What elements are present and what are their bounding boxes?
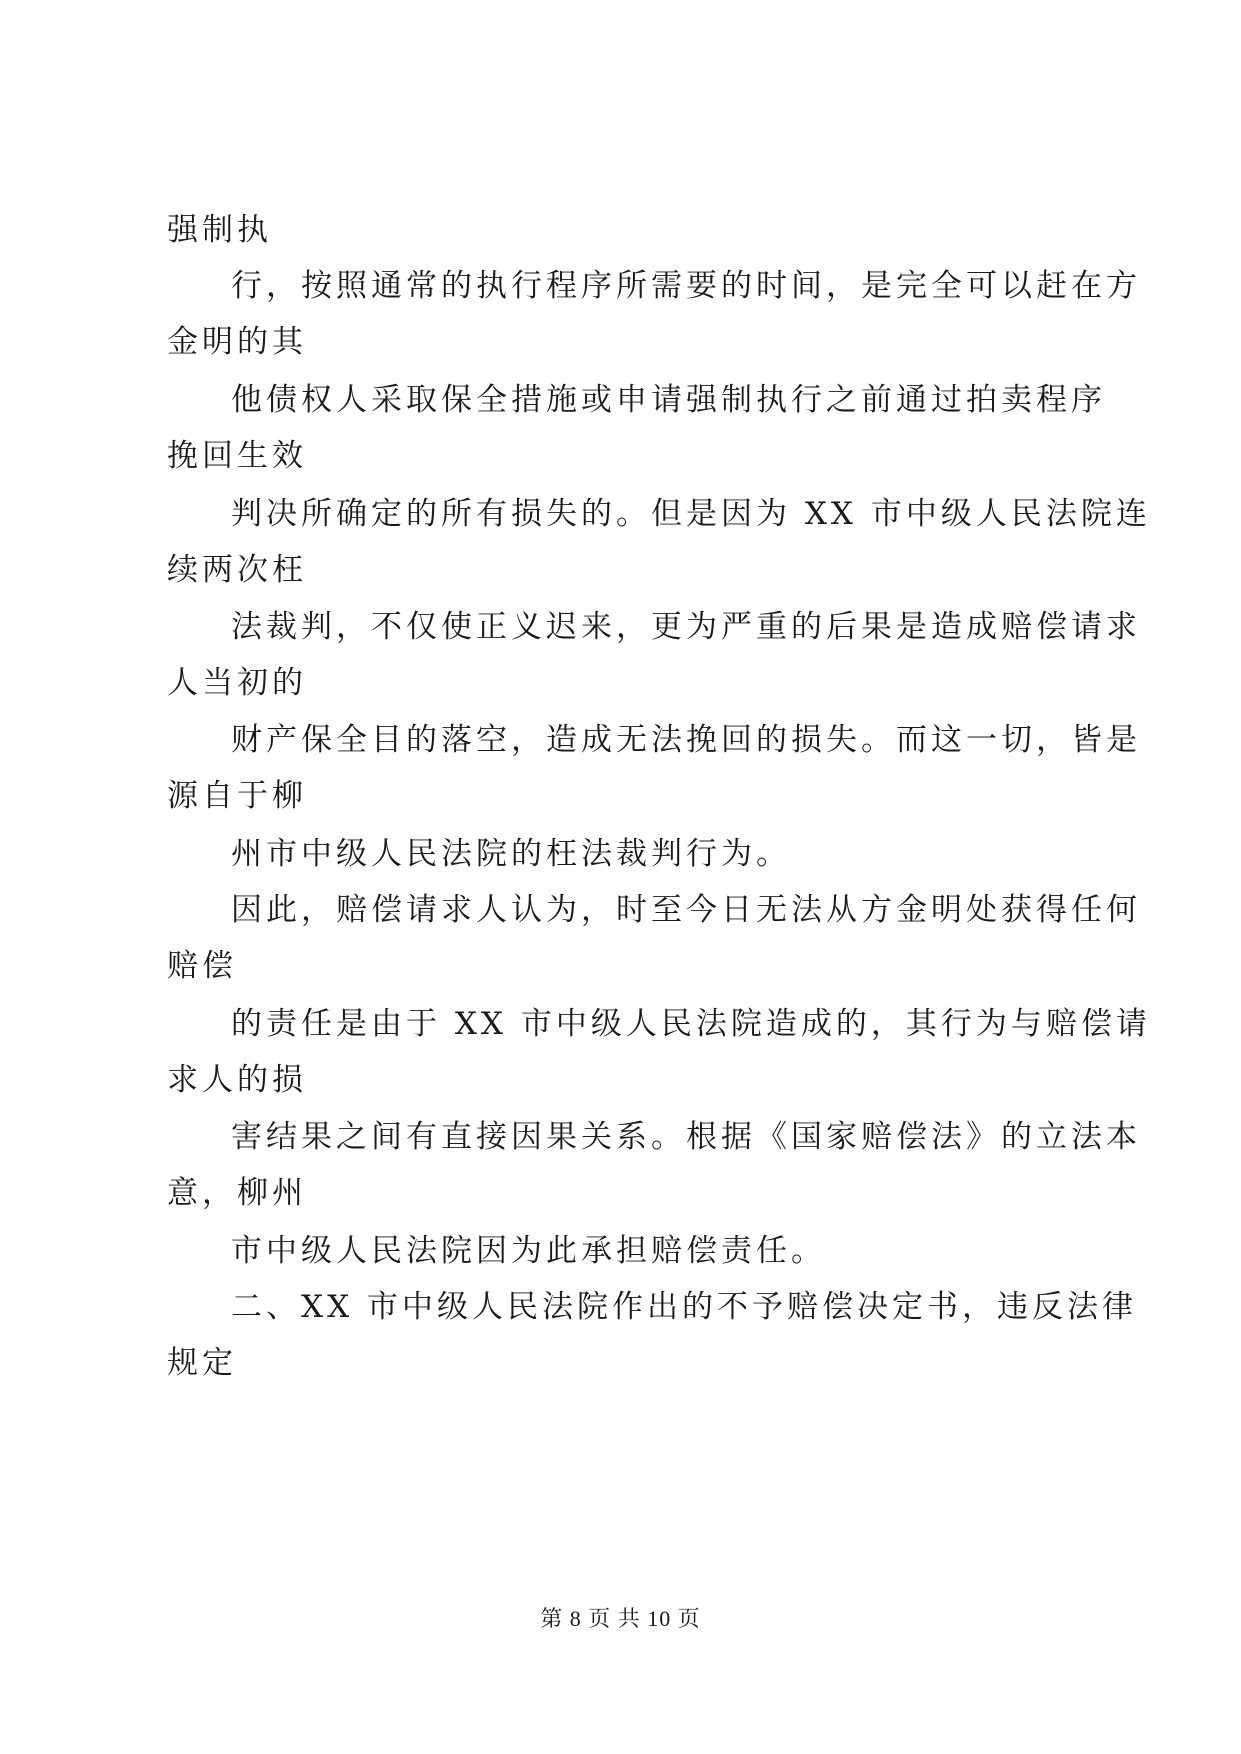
text-line: 求人的损 <box>167 1062 307 1098</box>
text-line: 州市中级人民法院的枉法裁判行为。 <box>231 836 791 872</box>
text-line: 财产保全目的落空，造成无法挽回的损失。而这一切，皆是 <box>231 722 1141 758</box>
text-line: 源自于柳 <box>167 778 307 814</box>
text-line: 挽回生效 <box>167 438 307 474</box>
text-line: 续两次枉 <box>167 552 307 588</box>
text-line: 法裁判，不仅使正义迟来，更为严重的后果是造成赔偿请求 <box>231 609 1141 645</box>
text-line: 人当初的 <box>167 665 307 701</box>
text-line: 市中级人民法院因为此承担赔偿责任。 <box>231 1233 826 1269</box>
text-line: 害结果之间有直接因果关系。根据《国家赔偿法》的立法本 <box>231 1119 1141 1155</box>
text-line: 判决所确定的所有损失的。但是因为 XX 市中级人民法院连 <box>231 496 1151 532</box>
text-line: 他债权人采取保全措施或申请强制执行之前通过拍卖程序 <box>231 382 1106 418</box>
text-line: 赔偿 <box>167 948 237 984</box>
page-number: 第 8 页 共 10 页 <box>540 1606 701 1631</box>
text-line: 金明的其 <box>167 324 307 360</box>
text-line: 强制执 <box>167 212 272 248</box>
text-line: 因此，赔偿请求人认为，时至今日无法从方金明处获得任何 <box>231 892 1141 928</box>
text-line: 行，按照通常的执行程序所需要的时间，是完全可以赶在方 <box>231 268 1141 304</box>
text-line: 意，柳州 <box>167 1175 307 1211</box>
text-line: 二、XX 市中级人民法院作出的不予赔偿决定书，违反法律 <box>231 1289 1137 1325</box>
text-line: 的责任是由于 XX 市中级人民法院造成的，其行为与赔偿请 <box>231 1006 1151 1042</box>
text-line: 规定 <box>167 1345 237 1381</box>
